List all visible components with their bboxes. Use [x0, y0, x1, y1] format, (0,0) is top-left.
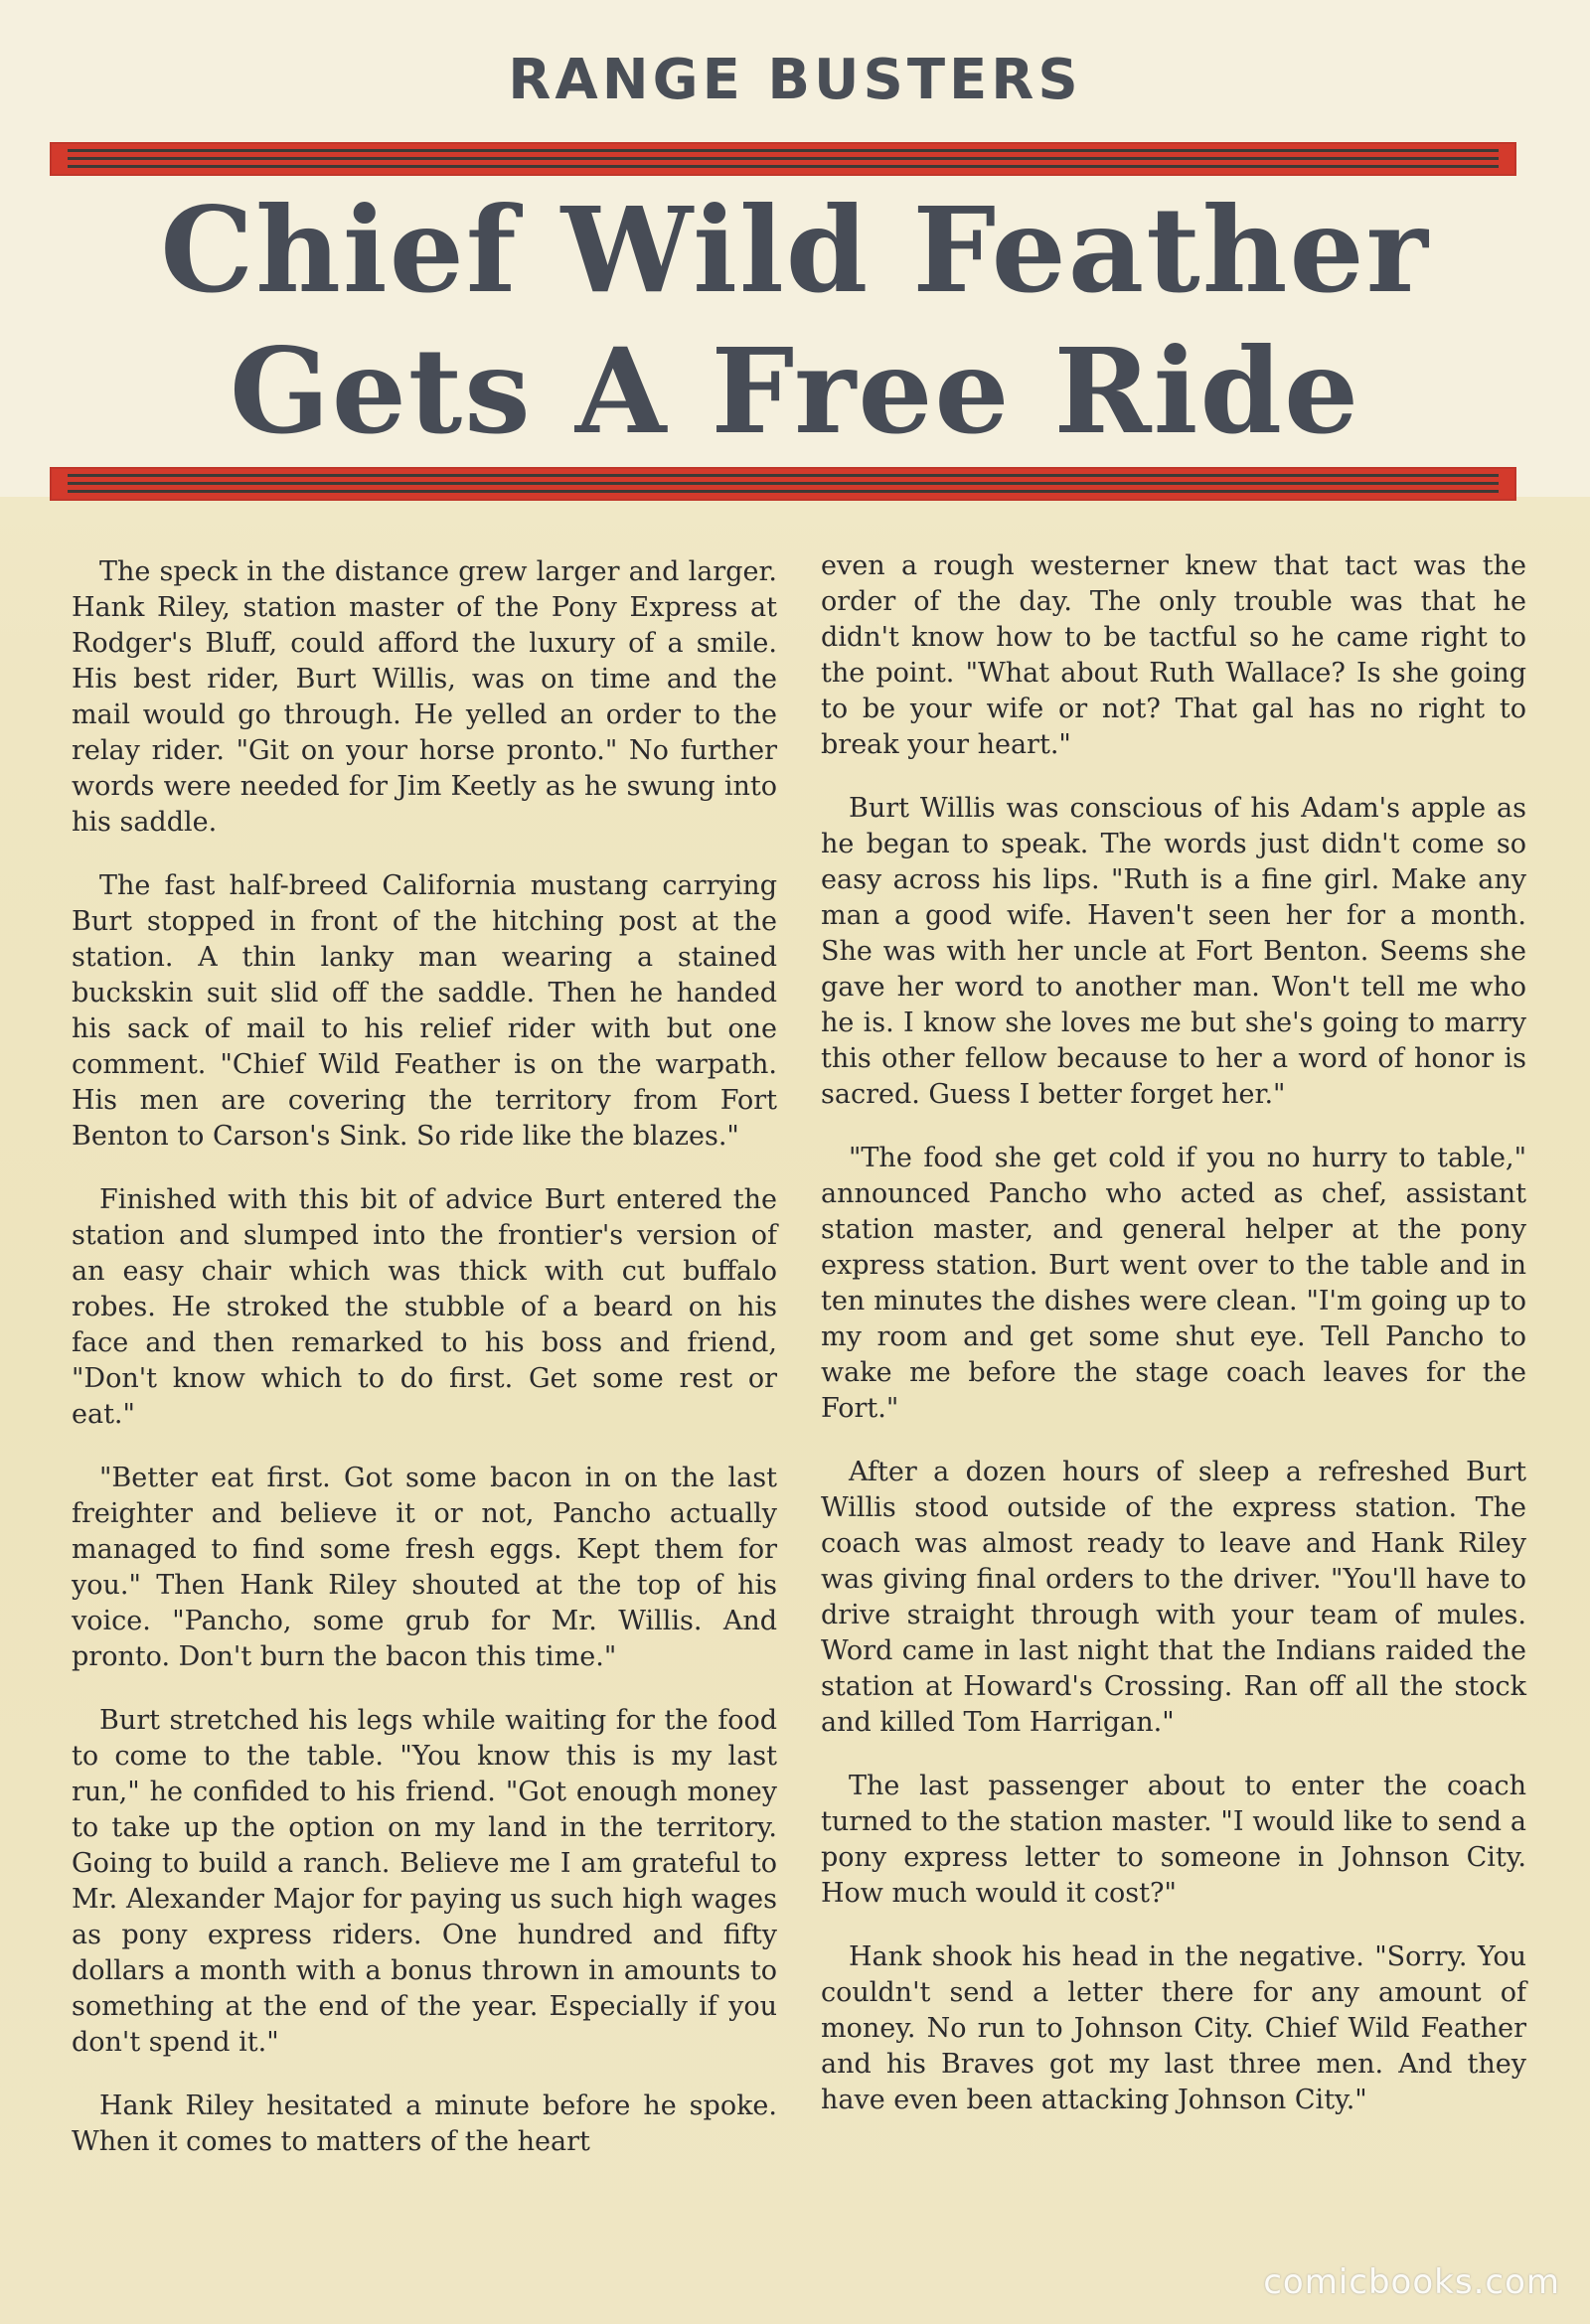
paragraph: Hank Riley hesitated a minute before he spoke. When it comes to matters of the heart — [72, 2091, 777, 2157]
series-title: RANGE BUSTERS — [508, 48, 1082, 112]
rule-stripe — [68, 165, 1499, 168]
bottom-decorative-rule — [50, 467, 1516, 501]
story-title-line-1: Chief Wild Feather — [160, 181, 1430, 319]
paragraph: Hank shook his head in the negative. "Sorry. You couldn't send a letter there for any amount of money. No run to Johnson City. Chief Wild Feather and his Braves got my last three men. And they have even been attacking Johnson City." — [821, 1941, 1526, 2115]
paragraph: Finished with this bit of advice Burt entered the station and slumped into the frontier's version of an easy chair which was thick with cut buffalo robes. He stroked the stubble of a beard on his face and then remarked to his boss and friend, "Don't know which to do first. Get some rest or eat." — [72, 1184, 777, 1430]
paragraph: "The food she get cold if you no hurry to table," announced Pancho who acted as chef, assistant station master, and general helper at the pony express station. Burt went over to the table and in ten minutes the dishes were clean. "I'm going up to my room and get some shut eye. Tell Pancho to wake me before the stage coach leaves for the Fort." — [821, 1143, 1526, 1424]
story-title-line-2: Gets A Free Ride — [229, 322, 1361, 460]
paragraph: The fast half-breed California mustang carrying Burt stopped in front of the hitching post at the station. A thin lanky man wearing a stained buckskin suit slid off the saddle. Then he handed his sack of mail to his relief rider with but one comment. "Chief Wild Feather is on the warpath. His men are covering the territory from Fort Benton to Carson's Sink. So ride like the blazes." — [72, 870, 777, 1152]
paragraph: Burt stretched his legs while waiting for the food to come to the table. "You know this is my last run," he confided to his friend. "Got enough money to take up the option on my land in the territory. Going to build a ranch. Believe me I am grateful to Mr. Alexander Major for paying us such high wages as pony express riders. One hundred and fifty dollars a month with a bonus thrown in amounts to something at the end of the year. Especially if you don't spend it." — [72, 1705, 777, 2058]
rule-stripe — [68, 157, 1499, 160]
rule-stripe — [68, 149, 1499, 152]
paragraph: After a dozen hours of sleep a refreshed Burt Willis stood outside of the express station. The coach was almost ready to leave and Hank Riley was giving final orders to the driver. "You'll have to drive straight through with your team of mules. Word came in last night that the Indians raided the station at Howard's Crossing. Ran off all the stock and killed Tom Harrigan." — [821, 1457, 1526, 1738]
text-column-right — [821, 548, 1526, 2146]
rule-stripe — [68, 482, 1499, 485]
rule-stripe — [68, 474, 1499, 477]
top-decorative-rule — [50, 142, 1516, 176]
paragraph-continued: even a rough westerner knew that tact was the order of the day. The only trouble was that he didn't know how to be tactful so he came right to the point. "What about Ruth Wallace? Is she going to be your wife or not? That gal has no right to break your heart." — [821, 550, 1526, 760]
watermark: comicbooks.com — [1263, 2262, 1560, 2302]
rule-stripe — [68, 490, 1499, 493]
paragraph: Burt Willis was conscious of his Adam's apple as he began to speak. The words just didn't come so easy across his lips. "Ruth is a fine girl. Make any man a good wife. Haven't seen her for a month. She was with her uncle at Fort Benton. Seems she gave her word to another man. Won't tell me who he is. I know she loves me but she's going to marry this other fellow because to her a word of honor is sacred. Guess I better forget her." — [821, 793, 1526, 1110]
paragraph: The speck in the distance grew larger and larger. Hank Riley, station master of the Pony Express at Rodger's Bluff, could afford the luxury of a smile. His best rider, Burt Willis, was on time and the mail would go through. He yelled an order to the relay rider. "Git on your horse pronto." No further words were needed for Jim Keetly as he swung into his saddle. — [72, 556, 777, 838]
paragraph: The last passenger about to enter the coach turned to the station master. "I would like to send a pony express letter to someone in Johnson City. How much would it cost?" — [821, 1771, 1526, 1909]
paragraph: "Better eat first. Got some bacon in on the last freighter and believe it or not, Pancho actually managed to find some fresh eggs. Kept them for you." Then Hank Riley shouted at the top of his voice. "Pancho, some grub for Mr. Willis. And pronto. Don't burn the bacon this time." — [72, 1463, 777, 1672]
text-column-left — [72, 554, 777, 2188]
